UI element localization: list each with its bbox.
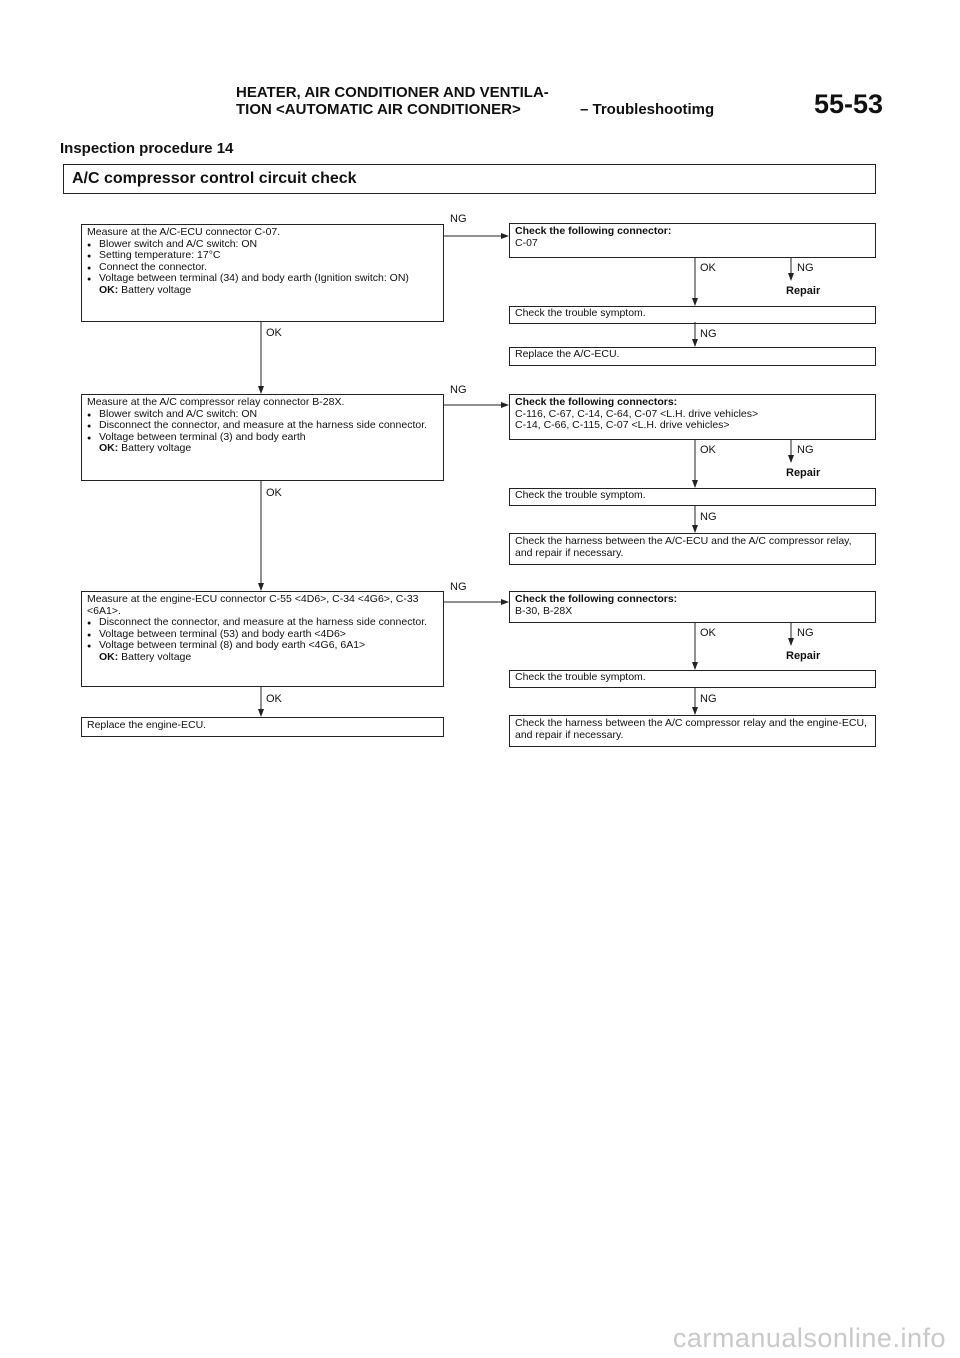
ok-label-r3: OK: [700, 627, 716, 639]
header-section: – Troubleshootimg: [580, 101, 715, 118]
ng-label-2: NG: [450, 384, 467, 396]
repair-label-3: Repair: [786, 650, 821, 662]
box2-intro: Measure at the A/C compressor relay connector B-28X.: [87, 396, 345, 408]
ok-label: OK:: [99, 650, 119, 663]
check-connector-box-1: [509, 223, 876, 258]
ng-label-r3b: NG: [700, 693, 717, 705]
box1-ok-value: Battery voltage: [121, 283, 192, 296]
procedure-title: Inspection procedure 14: [60, 140, 234, 157]
box3-bullet: ● Voltage between terminal (8) and body earth <4G6, 6A1>: [87, 640, 438, 652]
ng-label-3: NG: [450, 581, 467, 593]
check-title-3: Check the following connectors:: [515, 593, 678, 605]
ok-label-2: OK: [266, 487, 282, 499]
repair-label-1: Repair: [786, 285, 821, 297]
replace-acecu-box: [509, 347, 876, 366]
ng-label-r1: NG: [797, 262, 814, 274]
ok-label: OK:: [99, 283, 119, 296]
final-text-1: Replace the A/C-ECU.: [515, 348, 620, 360]
ng-label-r1b: NG: [700, 328, 717, 340]
trouble-text-1: Check the trouble symptom.: [515, 307, 646, 319]
trouble-text-2: Check the trouble symptom.: [515, 489, 646, 501]
ok-label-1: OK: [266, 327, 282, 339]
box1-bullet: ● Connect the connector.: [87, 262, 438, 274]
ok-label: OK:: [99, 442, 119, 455]
check-body-2b: C-14, C-66, C-115, C-07 <L.H. drive vehicles>: [515, 419, 730, 432]
box3-bullet: ● Disconnect the connector, and measure at the harness side connector.: [87, 617, 438, 629]
check-connector-box-3: [509, 591, 876, 623]
box2-ok-value: Battery voltage: [121, 442, 192, 455]
ng-label-r2: NG: [797, 444, 814, 456]
box3-ok-value: Battery voltage: [121, 650, 192, 663]
box1-bullet: ● Voltage between terminal (34) and body earth (Ignition switch: ON): [87, 273, 438, 285]
ok-label-r1: OK: [700, 262, 716, 274]
watermark: carmanualsonline.info: [672, 1323, 946, 1353]
page-number: 55-53: [814, 89, 884, 119]
header-title-line2: TION <AUTOMATIC AIR CONDITIONER>: [236, 101, 521, 118]
check-body-3: B-30, B-28X: [515, 604, 573, 617]
header-title-line1: HEATER, AIR CONDITIONER AND VENTILA-: [236, 84, 549, 101]
check-title-2: Check the following connectors:: [515, 396, 678, 408]
check-body-2a: C-116, C-67, C-14, C-64, C-07 <L.H. drive vehicles>: [515, 407, 759, 420]
ok-label-r2: OK: [700, 444, 716, 456]
banner-title: A/C compressor control circuit check: [72, 170, 357, 187]
box1-intro: Measure at the A/C-ECU connector C-07.: [87, 226, 281, 238]
box1-bullet: ● Blower switch and A/C switch: ON: [87, 239, 438, 251]
replace-engine-ecu-box: [81, 717, 444, 737]
ng-label-1: NG: [450, 213, 467, 225]
box3-intro: Measure at the engine-ECU connector C-55 <4D6>, C-34 <4G6>, C-33 <6A1>.: [87, 593, 419, 617]
box4-text: Replace the engine-ECU.: [87, 719, 207, 731]
ok-label-3: OK: [266, 693, 282, 705]
check-title-1: Check the following connector:: [515, 225, 672, 237]
box2-bullet: ● Disconnect the connector, and measure at the harness side connector.: [87, 420, 438, 432]
final-text-3: Check the harness between the A/C compressor relay and the engine-ECU, and repair if necessary.: [515, 717, 867, 741]
measure-relay-box: [81, 394, 444, 481]
trouble-text-3: Check the trouble symptom.: [515, 671, 646, 683]
measure-acecu-box: [81, 224, 444, 322]
check-harness-box-1: [509, 533, 876, 565]
final-text-2: Check the harness between the A/C-ECU and the A/C compressor relay, and repair if necessary.: [515, 535, 852, 559]
trouble-symptom-box-1: [509, 306, 876, 324]
box2-bullet: ● Voltage between terminal (3) and body earth: [87, 432, 438, 444]
trouble-symptom-box-3: [509, 670, 876, 688]
box2-bullet: ● Blower switch and A/C switch: ON: [87, 409, 438, 421]
repair-label-2: Repair: [786, 467, 821, 479]
measure-engine-ecu-box: [81, 591, 444, 687]
check-connector-box-2: [509, 394, 876, 440]
check-harness-box-2: [509, 715, 876, 747]
check-body-1: C-07: [515, 236, 538, 249]
ng-label-r3: NG: [797, 627, 814, 639]
ng-label-r2b: NG: [700, 511, 717, 523]
box3-bullet: ● Voltage between terminal (53) and body earth <4D6>: [87, 629, 438, 641]
trouble-symptom-box-2: [509, 488, 876, 506]
box1-bullet: ● Setting temperature: 17°C: [87, 250, 438, 262]
